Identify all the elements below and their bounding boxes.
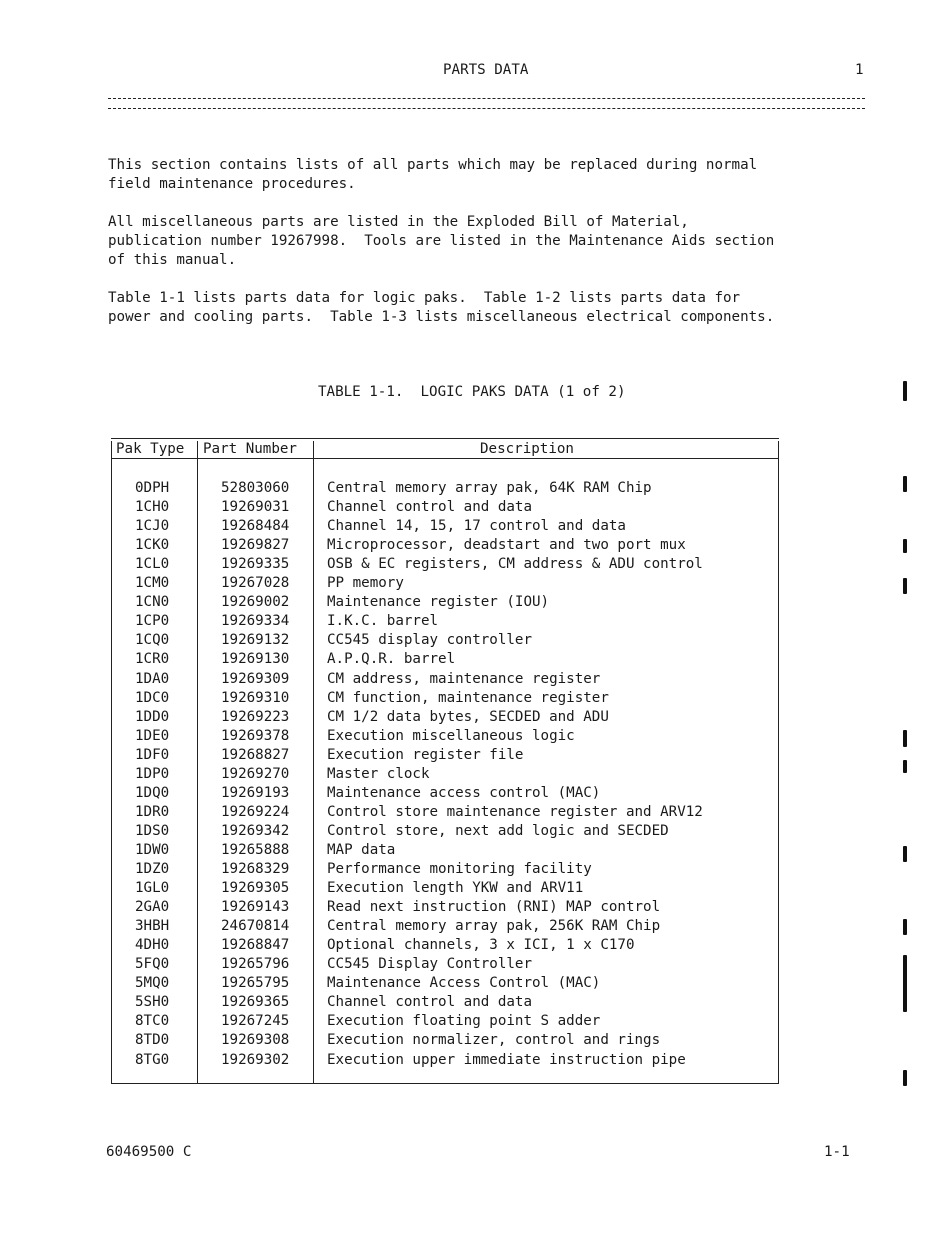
description-cell: Maintenance Access Control (MAC): [327, 975, 601, 992]
pak-type-cell: 5FQ0: [135, 956, 170, 973]
description-cell: Channel control and data: [327, 994, 532, 1011]
description-cell: PP memory: [327, 575, 404, 592]
double-rule-divider: [108, 98, 865, 109]
pak-type-cell: 1DD0: [135, 708, 170, 725]
footer-page-label: 1-1: [824, 1144, 850, 1160]
change-bar: [903, 1070, 907, 1086]
table-row: [111, 632, 779, 651]
table-caption: TABLE 1-1. LOGIC PAKS DATA (1 of 2): [318, 384, 626, 400]
description-cell: Central memory array pak, 256K RAM Chip: [327, 918, 661, 935]
part-number-cell: 19269378: [221, 727, 290, 744]
table-row: [111, 918, 779, 937]
pak-type-cell: 1DQ0: [135, 784, 170, 801]
table-header-rule: [111, 458, 779, 459]
description-cell: CM function, maintenance register: [327, 689, 609, 706]
pak-type-cell: 1DR0: [135, 803, 170, 820]
column-header-part-number: Part Number: [203, 441, 297, 457]
pak-type-cell: 1DZ0: [135, 861, 170, 877]
description-cell: CC545 display controller: [327, 632, 532, 649]
change-bar: [903, 730, 907, 747]
pak-type-cell: 1DW0: [135, 841, 170, 858]
column-header-description: Description: [480, 441, 574, 457]
description-cell: Execution register file: [327, 746, 524, 763]
part-number-cell: 19269031: [221, 499, 290, 516]
pak-type-cell: 5SH0: [135, 994, 170, 1011]
description-cell: OSB & EC registers, CM address & ADU control: [327, 556, 703, 573]
description-cell: Execution upper immediate instruction pipe: [327, 1051, 686, 1068]
description-cell: Central memory array pak, 64K RAM Chip: [327, 480, 652, 496]
part-number-cell: 52803060: [221, 480, 290, 496]
pak-type-cell: 3HBH: [135, 918, 170, 935]
description-cell: Read next instruction (RNI) MAP control: [327, 899, 661, 916]
pak-type-cell: 1CP0: [135, 613, 170, 630]
pak-type-cell: 1CK0: [135, 537, 170, 554]
part-number-cell: 19269335: [221, 556, 290, 573]
pak-type-cell: 1CN0: [135, 594, 170, 611]
pak-type-cell: 1CJ0: [135, 518, 170, 535]
part-number-cell: 19267245: [221, 1013, 290, 1030]
table-row: [111, 842, 779, 861]
table-row: [111, 823, 779, 842]
pak-type-cell: 1DS0: [135, 822, 170, 839]
pak-type-cell: 8TG0: [135, 1051, 170, 1068]
table-row: [111, 556, 779, 575]
pak-type-cell: 1CR0: [135, 651, 170, 668]
part-number-cell: 19268827: [221, 746, 290, 763]
part-number-cell: 19268329: [221, 861, 290, 877]
description-cell: Master clock: [327, 765, 430, 782]
description-cell: Channel 14, 15, 17 control and data: [327, 518, 626, 535]
description-cell: Control store maintenance register and ARV12: [327, 803, 703, 820]
pak-type-cell: 1CQ0: [135, 632, 170, 649]
change-bar: [903, 955, 907, 1012]
intro-paragraph-3: Table 1-1 lists parts data for logic paks. Table 1-2 lists parts data for power and cooling parts. Table 1-3 lists miscellaneous electrical components.: [108, 290, 775, 325]
pak-type-cell: 1CM0: [135, 575, 170, 592]
description-cell: I.K.C. barrel: [327, 613, 439, 630]
table-row: [111, 804, 779, 823]
change-bar: [903, 846, 907, 862]
table-row: [111, 1052, 779, 1071]
table-row: [111, 880, 779, 899]
part-number-cell: 19269270: [221, 765, 290, 782]
part-number-cell: 19269224: [221, 803, 290, 820]
table-row: [111, 709, 779, 728]
pak-type-cell: 8TC0: [135, 1013, 170, 1030]
change-bar: [903, 539, 907, 553]
page-title: PARTS DATA: [443, 62, 529, 78]
table-row: [111, 1013, 779, 1032]
pak-type-cell: 1DE0: [135, 727, 170, 744]
pak-type-cell: 0DPH: [135, 480, 170, 496]
table-bottom-rule: [111, 1083, 779, 1084]
description-cell: Channel control and data: [327, 499, 532, 516]
pak-type-cell: 2GA0: [135, 899, 170, 916]
intro-paragraph-2: All miscellaneous parts are listed in the Exploded Bill of Material, publication number 19267998. Tools are listed in the Maintenance Aids section of this manual.: [108, 214, 775, 268]
change-bar: [903, 760, 907, 773]
table-row: [111, 594, 779, 613]
table-row: [111, 861, 779, 880]
pak-type-cell: 1CH0: [135, 499, 170, 516]
part-number-cell: 19269309: [221, 670, 290, 687]
description-cell: Control store, next add logic and SECDED: [327, 822, 669, 839]
pak-type-cell: 1DA0: [135, 670, 170, 687]
description-cell: Execution length YKW and ARV11: [327, 880, 584, 897]
part-number-cell: 19269827: [221, 537, 290, 554]
table-row: [111, 671, 779, 690]
part-number-cell: 19265795: [221, 975, 290, 992]
part-number-cell: 19269002: [221, 594, 290, 611]
change-bar: [903, 919, 907, 935]
part-number-cell: 19269310: [221, 689, 290, 706]
part-number-cell: 19265888: [221, 841, 290, 858]
description-cell: Optional channels, 3 x ICI, 1 x C170: [327, 937, 635, 954]
table-row: [111, 956, 779, 975]
intro-paragraph-1: This section contains lists of all parts which may be replaced during normal field maintenance procedures.: [108, 157, 758, 192]
description-cell: CC545 Display Controller: [327, 956, 532, 973]
table-row: [111, 613, 779, 632]
table-row: [111, 899, 779, 918]
description-cell: Execution normalizer, control and rings: [327, 1032, 661, 1049]
part-number-cell: 19267028: [221, 575, 290, 592]
description-cell: Maintenance access control (MAC): [327, 784, 601, 801]
part-number-cell: 19269143: [221, 899, 290, 916]
part-number-cell: 19268484: [221, 518, 290, 535]
table-row: [111, 518, 779, 537]
part-number-cell: 24670814: [221, 918, 290, 935]
part-number-cell: 19269308: [221, 1032, 290, 1049]
change-bar: [903, 578, 907, 594]
table-row: [111, 785, 779, 804]
table-row: [111, 690, 779, 709]
pak-type-cell: 5MQ0: [135, 975, 170, 992]
table-row: [111, 728, 779, 747]
part-number-cell: 19269365: [221, 994, 290, 1011]
pak-type-cell: 1DP0: [135, 765, 170, 782]
part-number-cell: 19269342: [221, 822, 290, 839]
pak-type-cell: 1CL0: [135, 556, 170, 573]
part-number-cell: 19268847: [221, 937, 290, 954]
table-row: [111, 975, 779, 994]
part-number-cell: 19269302: [221, 1051, 290, 1068]
table-row: [111, 480, 779, 499]
column-header-pak-type: Pak Type: [116, 441, 185, 457]
description-cell: CM 1/2 data bytes, SECDED and ADU: [327, 708, 609, 725]
document-number: 60469500 C: [106, 1144, 192, 1160]
page-number: 1: [855, 62, 864, 78]
table-row: [111, 537, 779, 556]
description-cell: Maintenance register (IOU): [327, 594, 550, 611]
table-row: [111, 575, 779, 594]
part-number-cell: 19269193: [221, 784, 290, 801]
part-number-cell: 19269305: [221, 880, 290, 897]
pak-type-cell: 1DC0: [135, 689, 170, 706]
table-row: [111, 499, 779, 518]
change-bar: [903, 381, 907, 401]
table-row: [111, 747, 779, 766]
table-row: [111, 937, 779, 956]
table-row: [111, 994, 779, 1013]
description-cell: A.P.Q.R. barrel: [327, 651, 456, 668]
change-bar: [903, 476, 907, 492]
description-cell: CM address, maintenance register: [327, 670, 601, 687]
description-cell: MAP data: [327, 841, 396, 858]
description-cell: Performance monitoring facility: [327, 861, 592, 877]
description-cell: Execution floating point S adder: [327, 1013, 601, 1030]
table-row: [111, 766, 779, 785]
description-cell: Execution miscellaneous logic: [327, 727, 575, 744]
table-top-rule: [111, 438, 779, 439]
part-number-cell: 19269130: [221, 651, 290, 668]
pak-type-cell: 4DH0: [135, 937, 170, 954]
description-cell: Microprocessor, deadstart and two port mux: [327, 537, 686, 554]
part-number-cell: 19269334: [221, 613, 290, 630]
pak-type-cell: 1DF0: [135, 746, 170, 763]
logic-paks-table: [111, 438, 779, 1084]
table-row: [111, 651, 779, 670]
part-number-cell: 19269223: [221, 708, 290, 725]
part-number-cell: 19265796: [221, 956, 290, 973]
part-number-cell: 19269132: [221, 632, 290, 649]
table-row: [111, 1032, 779, 1051]
pak-type-cell: 8TD0: [135, 1032, 170, 1049]
pak-type-cell: 1GL0: [135, 880, 170, 897]
